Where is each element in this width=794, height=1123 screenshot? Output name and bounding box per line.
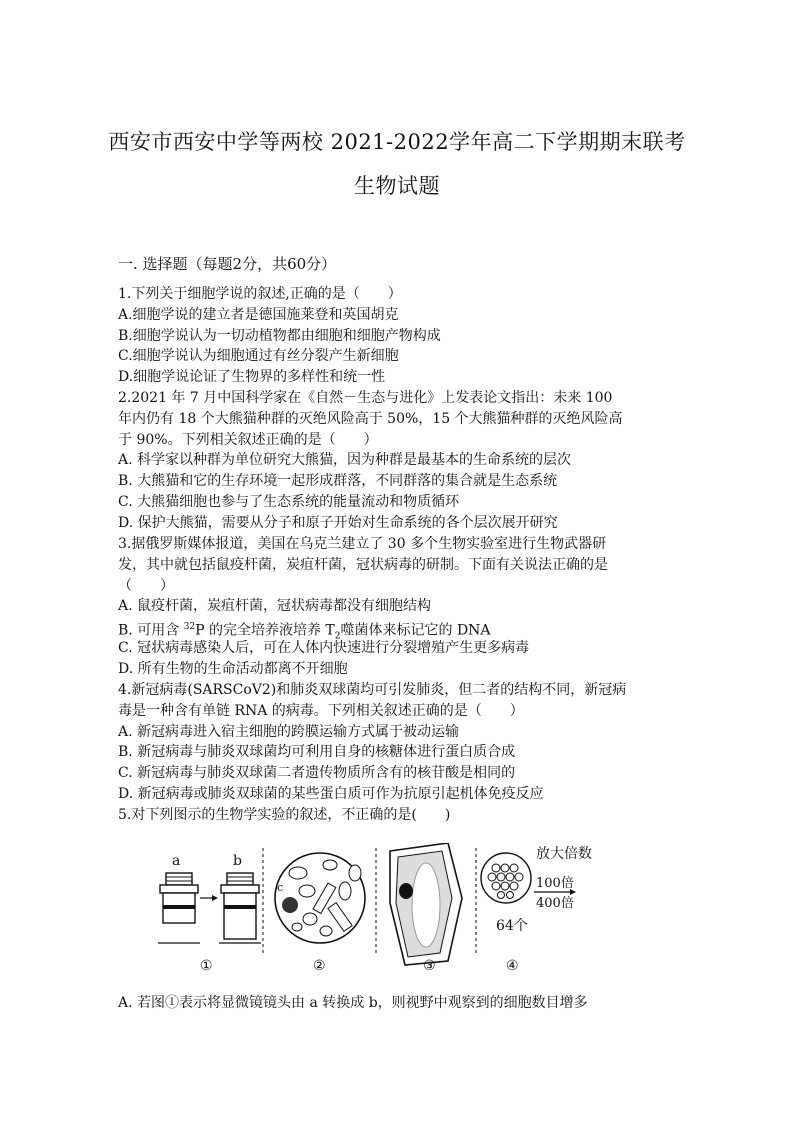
option-d: D. 新冠病毒或肺炎双球菌的某些蛋白质可作为抗原引起机体免疫反应	[118, 785, 544, 802]
question-stem: 4.新冠病毒(SARSCoV2)和肺炎双球菌均可引发肺炎，但二者的结构不同，新冠病	[118, 682, 627, 698]
q5-option-a: A. 若图①表示将显微镜镜头由 a 转换成 b，则视野中观察到的细胞数目增多	[118, 995, 588, 1011]
option-b-text: 噬菌体来标记它的 DNA	[340, 622, 491, 639]
question-2	[118, 388, 678, 534]
question-stem: （ ）	[118, 577, 174, 594]
label-c: c	[277, 881, 284, 894]
title-line-2: 生物试题	[354, 174, 440, 198]
section-heading: 一. 选择题（每题2分，共60分）	[118, 255, 337, 273]
question-stem: 1.下列关于细胞学说的叙述,正确的是（ ）	[118, 286, 402, 302]
question-1	[118, 284, 678, 388]
plant-cell	[390, 843, 462, 965]
microscope-field	[275, 853, 365, 943]
question-5	[118, 805, 678, 826]
option-a: A.细胞学说的建立者是德国施莱登和英国胡克	[118, 306, 399, 323]
panel-number-2: ②	[313, 958, 326, 974]
question-3	[118, 534, 678, 680]
objective-lens-b	[219, 873, 261, 943]
option-b-text: B. 可用含	[118, 622, 184, 639]
figure-svg	[150, 843, 650, 978]
option-c: C. 新冠病毒与肺炎双球菌二者遗传物质所含有的核苷酸是相同的	[118, 765, 516, 782]
option-c: C. 冠状病毒感染人后，可在人体内快速进行分裂增殖产生更多病毒	[118, 639, 530, 656]
label-a: a	[172, 853, 181, 869]
question-stem: 5.对下列图示的生物学实验的叙述，不正确的是( )	[118, 807, 451, 823]
label-b: b	[233, 853, 242, 869]
option-a: A. 科学家以种群为单位研究大熊猫，因为种群是最基本的生命系统的层次	[118, 452, 572, 469]
panel-number-1: ①	[200, 958, 213, 974]
question-4	[118, 680, 678, 805]
question-stem: 年内仍有 18 个大熊猫种群的灭绝风险高于 50%，15 个大熊猫种群的灭绝风险高	[118, 410, 623, 427]
objective-lens-a	[158, 873, 200, 943]
option-d: D. 所有生物的生命活动都离不开细胞	[118, 660, 348, 677]
option-b: B.细胞学说认为一切动植物都由细胞和细胞产物构成	[118, 327, 441, 344]
option-a: A. 新冠病毒进入宿主细胞的跨膜运输方式属于被动运输	[118, 723, 460, 740]
option-a: A. 鼠疫杆菌，炭疽杆菌，冠状病毒都没有细胞结构	[118, 598, 432, 615]
superscript: 32	[183, 622, 196, 633]
question-stem: 发，其中就包括鼠疫杆菌，炭疽杆菌，冠状病毒的研制。下面有关说法正确的是	[118, 556, 608, 573]
magnified-cells	[481, 853, 531, 903]
subscript: 2	[334, 631, 341, 642]
question-stem: 毒是一种含有单链 RNA 的病毒。下列相关叙述正确的是（ ）	[118, 702, 524, 719]
magnification-400: 400倍	[536, 896, 574, 911]
panel-number-4: ④	[506, 958, 519, 974]
option-d: D.细胞学说论证了生物界的多样性和统一性	[118, 369, 386, 386]
title-line-1: 西安市西安中学等两校 2021-2022学年高二下学期期末联考	[108, 130, 686, 154]
arrow	[200, 895, 218, 901]
option-b: B. 新冠病毒与肺炎双球菌均可利用自身的核糖体进行蛋白质合成	[118, 744, 516, 761]
panel-number-3: ③	[423, 958, 436, 974]
question-stem: 于 90%。下列相关叙述正确的是（ ）	[118, 431, 378, 448]
cell-count: 64个	[496, 918, 528, 934]
magnification-title: 放大倍数	[536, 846, 592, 862]
question-stem: 3.据俄罗斯媒体报道，美国在乌克兰建立了 30 多个生物实验室进行生物武器研	[118, 536, 607, 552]
option-b: B. 大熊猫和它的生存环境一起形成群落，不同群落的集合就是生态系统	[118, 473, 558, 490]
option-b	[118, 617, 678, 642]
option-b-text: P 的完全培养液培养 T	[195, 622, 335, 639]
option-c: C. 大熊猫细胞也参与了生态系统的能量流动和物质循环	[118, 493, 460, 510]
magnification-100: 100倍	[536, 876, 574, 891]
option-d: D. 保护大熊猫，需要从分子和原子开始对生命系统的各个层次展开研究	[118, 514, 558, 531]
question-stem: 2.2021 年 7 月中国科学家在《自然－生态与进化》上发表论文指出：未来 100	[118, 390, 613, 406]
option-c: C.细胞学说认为细胞通过有丝分裂产生新细胞	[118, 348, 399, 365]
experiment-figure	[150, 843, 650, 978]
